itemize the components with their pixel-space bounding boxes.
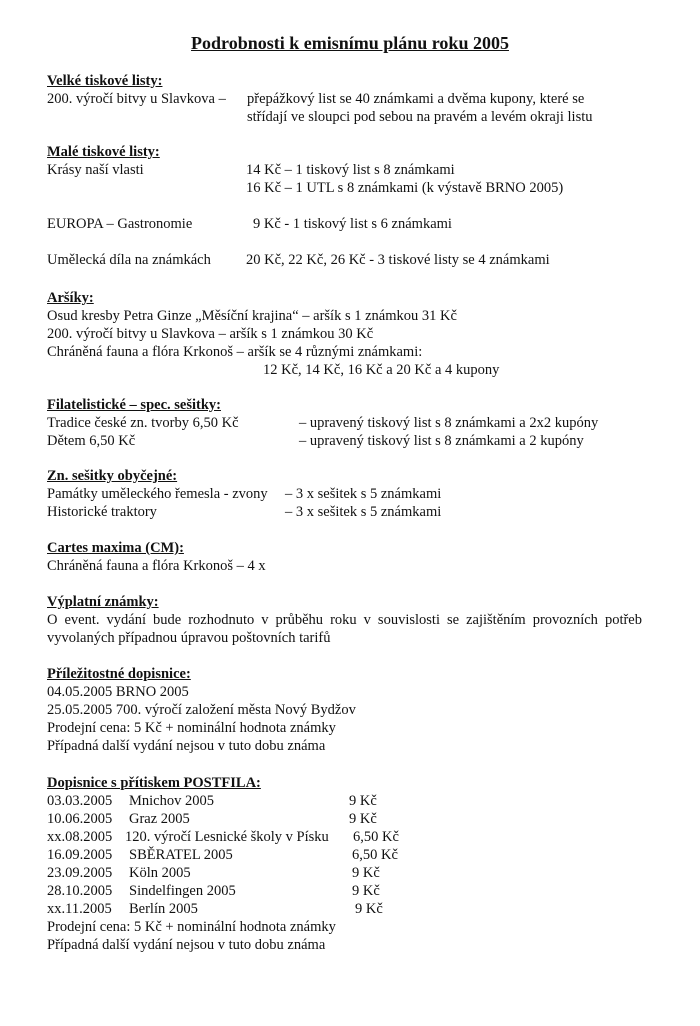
table-row bbox=[47, 792, 667, 810]
section-heading: Filatelistické – spec. sešitky: bbox=[47, 397, 221, 413]
text-line: 12 Kč, 14 Kč, 16 Kč a 20 Kč a 4 kupony bbox=[263, 362, 500, 378]
section-prilezitostne-dopisnice bbox=[47, 665, 667, 755]
table-row bbox=[47, 828, 667, 846]
text-row bbox=[47, 485, 667, 503]
item-detail: – upravený tiskový list s 8 známkami a 2x2 kupóny bbox=[299, 415, 599, 431]
item-price: 6,50 Kč bbox=[353, 829, 399, 845]
text-row bbox=[47, 90, 667, 108]
section-heading: Příležitostné dopisnice: bbox=[47, 666, 191, 682]
text-row bbox=[47, 251, 667, 269]
item-label: Památky uměleckého řemesla - zvony bbox=[47, 486, 268, 502]
section-heading: Malé tiskové listy: bbox=[47, 144, 160, 160]
text-row bbox=[47, 179, 667, 197]
text-line: Prodejní cena: 5 Kč + nominální hodnota známky bbox=[47, 919, 336, 935]
section-heading: Aršíky: bbox=[47, 290, 94, 306]
text-line: Případná další vydání nejsou v tuto dobu známa bbox=[47, 738, 326, 754]
item-name: Köln 2005 bbox=[129, 865, 191, 881]
text-line: Osud kresby Petra Ginze „Měsíční krajina“ – aršík s 1 známkou 31 Kč bbox=[47, 308, 457, 324]
item-price: 9 Kč bbox=[349, 811, 377, 827]
item-date: 03.03.2005 bbox=[47, 793, 113, 809]
section-heading: Výplatní známky: bbox=[47, 594, 159, 610]
item-detail: – upravený tiskový list s 8 známkami a 2 kupóny bbox=[299, 433, 584, 449]
text-row bbox=[47, 414, 667, 432]
item-name: Sindelfingen 2005 bbox=[129, 883, 236, 899]
section-filatelisticke-sesitky bbox=[47, 396, 667, 450]
item-date: 10.06.2005 bbox=[47, 811, 113, 827]
item-label: Krásy naší vlasti bbox=[47, 162, 144, 178]
item-price: 6,50 Kč bbox=[352, 847, 398, 863]
text-line: Chráněná fauna a flóra Krkonoš – aršík se 4 různými známkami: bbox=[47, 344, 423, 360]
section-heading: Cartes maxima (CM): bbox=[47, 540, 184, 556]
item-detail: – 3 x sešitek s 5 známkami bbox=[285, 486, 442, 502]
section-vyplatni-znamky bbox=[47, 593, 667, 647]
item-detail: 14 Kč – 1 tiskový list s 8 známkami bbox=[246, 162, 455, 178]
item-label: EUROPA – Gastronomie bbox=[47, 216, 193, 232]
page-title: Podrobnosti k emisnímu plánu roku 2005 bbox=[191, 33, 509, 53]
item-date: 23.09.2005 bbox=[47, 865, 113, 881]
section-heading: Dopisnice s přítiskem POSTFILA: bbox=[47, 775, 261, 791]
section-sesitky-obycejne bbox=[47, 467, 667, 521]
section-arsiky bbox=[47, 289, 667, 379]
section-cartes-maxima bbox=[47, 539, 667, 575]
text-row bbox=[47, 108, 667, 126]
text-row bbox=[47, 432, 667, 450]
item-name: Graz 2005 bbox=[129, 811, 190, 827]
item-price: 9 Kč bbox=[352, 865, 380, 881]
item-price: 9 Kč bbox=[352, 883, 380, 899]
text-line: 25.05.2005 700. výročí založení města Nový Bydžov bbox=[47, 702, 356, 718]
section-heading: Zn. sešitky obyčejné: bbox=[47, 468, 178, 484]
item-label: Tradice české zn. tvorby 6,50 Kč bbox=[47, 415, 239, 431]
section-dopisnice-postfila bbox=[47, 774, 667, 954]
table-row bbox=[47, 864, 667, 882]
text-line: Prodejní cena: 5 Kč + nominální hodnota známky bbox=[47, 720, 336, 736]
item-label: Umělecká díla na známkách bbox=[47, 252, 211, 268]
item-name: 120. výročí Lesnické školy v Písku bbox=[125, 829, 329, 845]
item-label: Dětem 6,50 Kč bbox=[47, 433, 136, 449]
item-label: Historické traktory bbox=[47, 504, 157, 520]
item-detail: přepážkový list se 40 známkami a dvěma kupony, které se bbox=[247, 91, 585, 107]
section-heading: Velké tiskové listy: bbox=[47, 73, 163, 89]
item-date: xx.08.2005 bbox=[47, 829, 113, 845]
item-detail: 20 Kč, 22 Kč, 26 Kč - 3 tiskové listy se 4 známkami bbox=[246, 252, 550, 268]
item-name: Mnichov 2005 bbox=[129, 793, 214, 809]
section-velke-tiskove-listy bbox=[47, 72, 667, 126]
item-label: 200. výročí bitvy u Slavkova – bbox=[47, 91, 226, 107]
section-male-tiskove-listy bbox=[47, 143, 667, 269]
item-price: 9 Kč bbox=[349, 793, 377, 809]
text-line: Chráněná fauna a flóra Krkonoš – 4 x bbox=[47, 558, 266, 574]
item-detail: 9 Kč - 1 tiskový list s 6 známkami bbox=[253, 216, 452, 232]
text-line: 200. výročí bitvy u Slavkova – aršík s 1 známkou 30 Kč bbox=[47, 326, 374, 342]
text-row bbox=[47, 161, 667, 179]
item-detail: střídají ve sloupci pod sebou na pravém a levém okraji listu bbox=[247, 109, 593, 125]
item-date: 16.09.2005 bbox=[47, 847, 113, 863]
text-line: 04.05.2005 BRNO 2005 bbox=[47, 684, 189, 700]
item-detail: – 3 x sešitek s 5 známkami bbox=[285, 504, 442, 520]
item-detail: 16 Kč – 1 UTL s 8 známkami (k výstavě BRNO 2005) bbox=[246, 180, 564, 196]
table-row bbox=[47, 810, 667, 828]
item-name: SBĚRATEL 2005 bbox=[129, 847, 233, 863]
item-price: 9 Kč bbox=[355, 901, 383, 917]
text-row bbox=[47, 503, 667, 521]
table-row bbox=[47, 882, 667, 900]
item-name: Berlín 2005 bbox=[129, 901, 198, 917]
text-line: Případná další vydání nejsou v tuto dobu známa bbox=[47, 937, 326, 953]
item-date: 28.10.2005 bbox=[47, 883, 113, 899]
text-row bbox=[47, 215, 667, 233]
table-row bbox=[47, 846, 667, 864]
item-date: xx.11.2005 bbox=[47, 901, 112, 917]
table-row bbox=[47, 900, 667, 918]
text-paragraph: O event. vydání bude rozhodnuto v průběhu roku v souvislosti se zajištěním provozních potřeb vyvolaných případnou úpravou poštovních tarifů bbox=[47, 612, 642, 646]
